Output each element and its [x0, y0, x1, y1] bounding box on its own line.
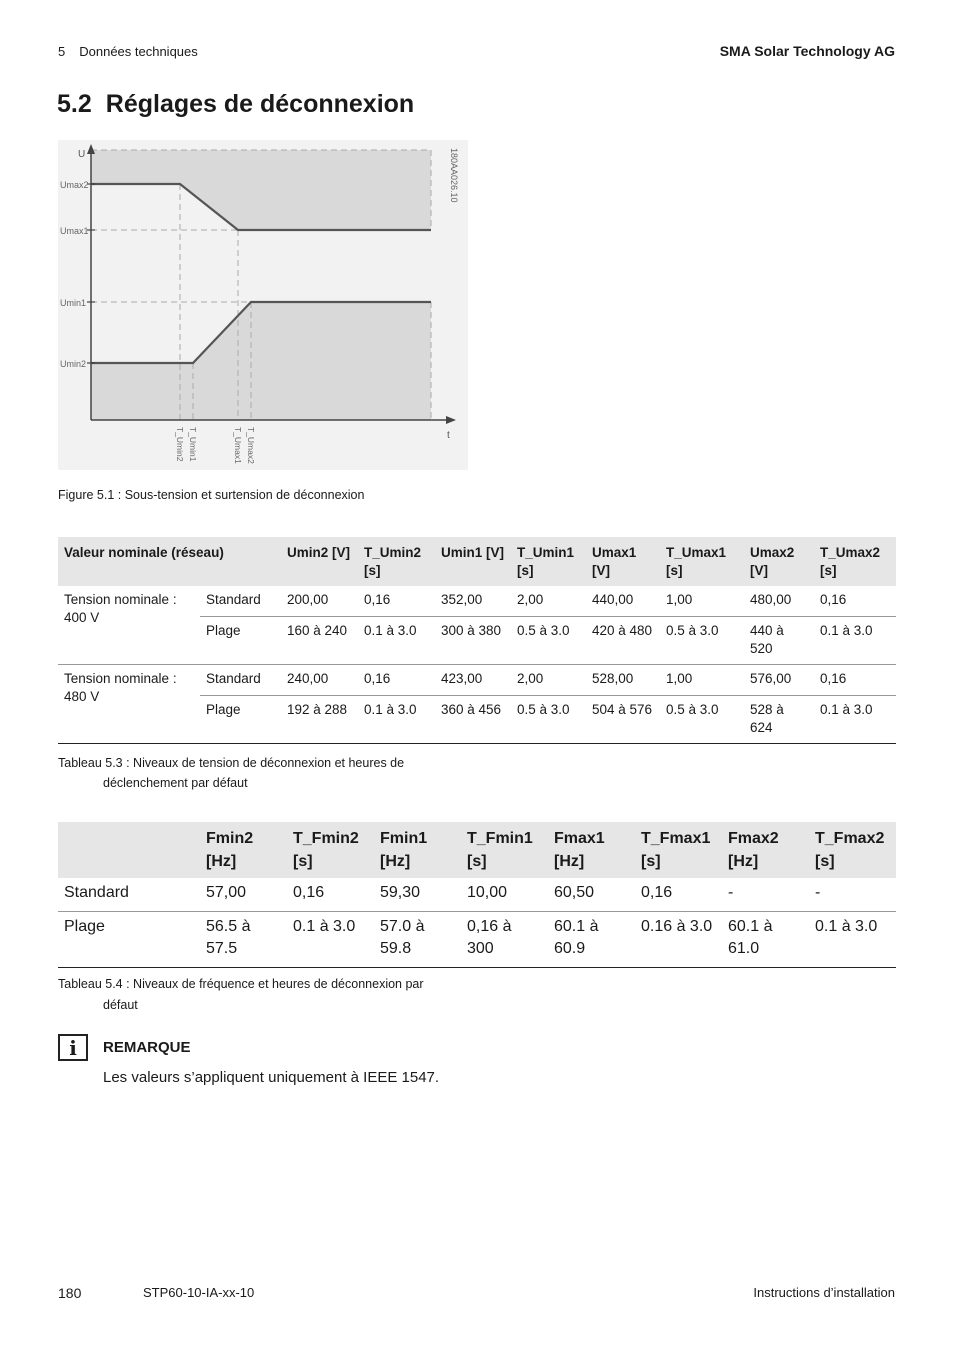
caption-line: déclenchement par défaut [103, 776, 248, 790]
table-header-cell: Umin2 [V] [281, 537, 358, 586]
table-cell: - [722, 878, 809, 912]
chapter-title: Données techniques [79, 44, 198, 59]
table-row [58, 665, 896, 696]
table-cell: 59,30 [374, 878, 461, 912]
table-header-cell: Fmax2 [Hz] [722, 822, 809, 878]
table-cell: 0.5 à 3.0 [511, 617, 586, 665]
table-cell: 1,00 [660, 665, 744, 696]
table-cell: 423,00 [435, 665, 511, 696]
table-cell: 0.1 à 3.0 [287, 912, 374, 968]
table-cell: 0,16 [814, 665, 896, 696]
table-cell: 160 à 240 [281, 617, 358, 665]
group-label-480v: Tension nominale : 480 V [58, 665, 200, 744]
table-header-cell: T_Fmin2 [s] [287, 822, 374, 878]
level-label-umin2: Umin2 [60, 359, 87, 369]
caption-line: Tableau 5.4 : Niveaux de fréquence et heures de déconnexion par [58, 977, 424, 991]
row-label: Plage [200, 617, 281, 665]
table-cell: 440,00 [586, 586, 660, 617]
table-row [58, 586, 896, 617]
table-cell: 0,16 [635, 878, 722, 912]
table-cell: 0,16 [358, 586, 435, 617]
table-5-3-caption [58, 753, 404, 793]
table-cell: 420 à 480 [586, 617, 660, 665]
row-label: Standard [200, 665, 281, 696]
table-header-cell: T_Fmin1 [s] [461, 822, 548, 878]
table-cell: 352,00 [435, 586, 511, 617]
table-cell: 240,00 [281, 665, 358, 696]
table-cell: 0.5 à 3.0 [511, 696, 586, 744]
table-header-cell [58, 822, 200, 878]
note-text: Les valeurs s’appliquent uniquement à IEEE 1547. [103, 1069, 440, 1086]
table-cell: 60.1 à 61.0 [722, 912, 809, 968]
table-cell: 57,00 [200, 878, 287, 912]
table-header-cell: Fmin1 [Hz] [374, 822, 461, 878]
table-5-4-caption [58, 974, 424, 1016]
table-cell: 528,00 [586, 665, 660, 696]
table-header-cell: T_Fmax1 [s] [635, 822, 722, 878]
row-label: Plage [58, 912, 200, 968]
table-header-cell: T_Fmax2 [s] [809, 822, 896, 878]
table-cell: 57.0 à 59.8 [374, 912, 461, 968]
level-label-umin1: Umin1 [60, 298, 87, 308]
document-title: Instructions d’installation [753, 1285, 895, 1300]
time-label-t-umax1: T_Umax1 [233, 427, 243, 464]
info-icon: i [58, 1034, 88, 1061]
table-cell: 0.1 à 3.0 [358, 617, 435, 665]
time-label-t-umin2: T_Umin2 [175, 427, 185, 462]
table-header-row [58, 822, 896, 878]
level-label-umax1: Umax1 [60, 226, 89, 236]
table-row [58, 878, 896, 912]
time-label-t-umin1: T_Umin1 [188, 427, 198, 462]
row-label: Plage [200, 696, 281, 744]
table-cell: 0,16 [814, 586, 896, 617]
table-cell: 2,00 [511, 665, 586, 696]
table-cell: 0.1 à 3.0 [809, 912, 896, 968]
section-number: 5.2 [57, 90, 92, 118]
chapter-number: 5 [58, 44, 66, 59]
page-number: 180 [58, 1285, 82, 1301]
table-cell: 1,00 [660, 586, 744, 617]
table-cell: 192 à 288 [281, 696, 358, 744]
axis-x-label: t [447, 430, 450, 441]
section-title-text: Réglages de déconnexion [105, 90, 415, 118]
table-cell: 56.5 à 57.5 [200, 912, 287, 968]
table-header-cell: Fmax1 [Hz] [548, 822, 635, 878]
table-cell: 200,00 [281, 586, 358, 617]
table-cell: 480,00 [744, 586, 814, 617]
table-cell: 0,16 à 300 [461, 912, 548, 968]
note-title: REMARQUE [103, 1039, 191, 1056]
table-header-cell: Umax2 [V] [744, 537, 814, 586]
time-label-t-umax2: T_Umax2 [246, 427, 256, 464]
caption-line: défaut [103, 998, 138, 1012]
section-title [57, 90, 414, 119]
company-name: SMA Solar Technology AG [719, 43, 895, 59]
table-header-cell: Umax1 [V] [586, 537, 660, 586]
table-header-cell: T_Umax2 [s] [814, 537, 896, 586]
row-label: Standard [58, 878, 200, 912]
voltage-settings-table [58, 537, 896, 744]
table-header-cell: T_Umin1 [s] [511, 537, 586, 586]
table-cell: 300 à 380 [435, 617, 511, 665]
table-cell: 0.16 à 3.0 [635, 912, 722, 968]
table-cell: 528 à 624 [744, 696, 814, 744]
table-cell: 0.5 à 3.0 [660, 696, 744, 744]
table-cell: 360 à 456 [435, 696, 511, 744]
table-header-row [58, 537, 896, 586]
table-row [58, 912, 896, 968]
table-cell: 440 à 520 [744, 617, 814, 665]
caption-line: Tableau 5.3 : Niveaux de tension de déconnexion et heures de [58, 756, 405, 770]
table-cell: 504 à 576 [586, 696, 660, 744]
table-header-cell: Umin1 [V] [435, 537, 511, 586]
table-cell: 0.1 à 3.0 [814, 696, 896, 744]
table-cell: 60,50 [548, 878, 635, 912]
table-cell: 0.1 à 3.0 [358, 696, 435, 744]
document-code: STP60-10-IA-xx-10 [143, 1285, 255, 1300]
table-cell: 0,16 [287, 878, 374, 912]
table-header-cell: Fmin2 [Hz] [200, 822, 287, 878]
row-label: Standard [200, 586, 281, 617]
table-header-cell: T_Umax1 [s] [660, 537, 744, 586]
table-cell: 0,16 [358, 665, 435, 696]
voltage-disconnection-figure [58, 140, 468, 470]
table-cell: 0.1 à 3.0 [814, 617, 896, 665]
table-header-cell: T_Umin2 [s] [358, 537, 435, 586]
table-cell: 0.5 à 3.0 [660, 617, 744, 665]
table-cell: 2,00 [511, 586, 586, 617]
level-label-umax2: Umax2 [60, 180, 89, 190]
axis-y-label: U [78, 149, 86, 160]
running-header-left [58, 44, 198, 59]
table-header-cell: Valeur nominale (réseau) [58, 537, 281, 586]
figure-caption: Figure 5.1 : Sous-tension et surtension de déconnexion [58, 488, 365, 502]
table-cell: 576,00 [744, 665, 814, 696]
figure-code: 180AA026.10 [449, 148, 459, 203]
table-cell: 60.1 à 60.9 [548, 912, 635, 968]
table-cell: - [809, 878, 896, 912]
group-label-400v: Tension nominale : 400 V [58, 586, 200, 665]
frequency-settings-table [58, 822, 896, 968]
table-cell: 10,00 [461, 878, 548, 912]
